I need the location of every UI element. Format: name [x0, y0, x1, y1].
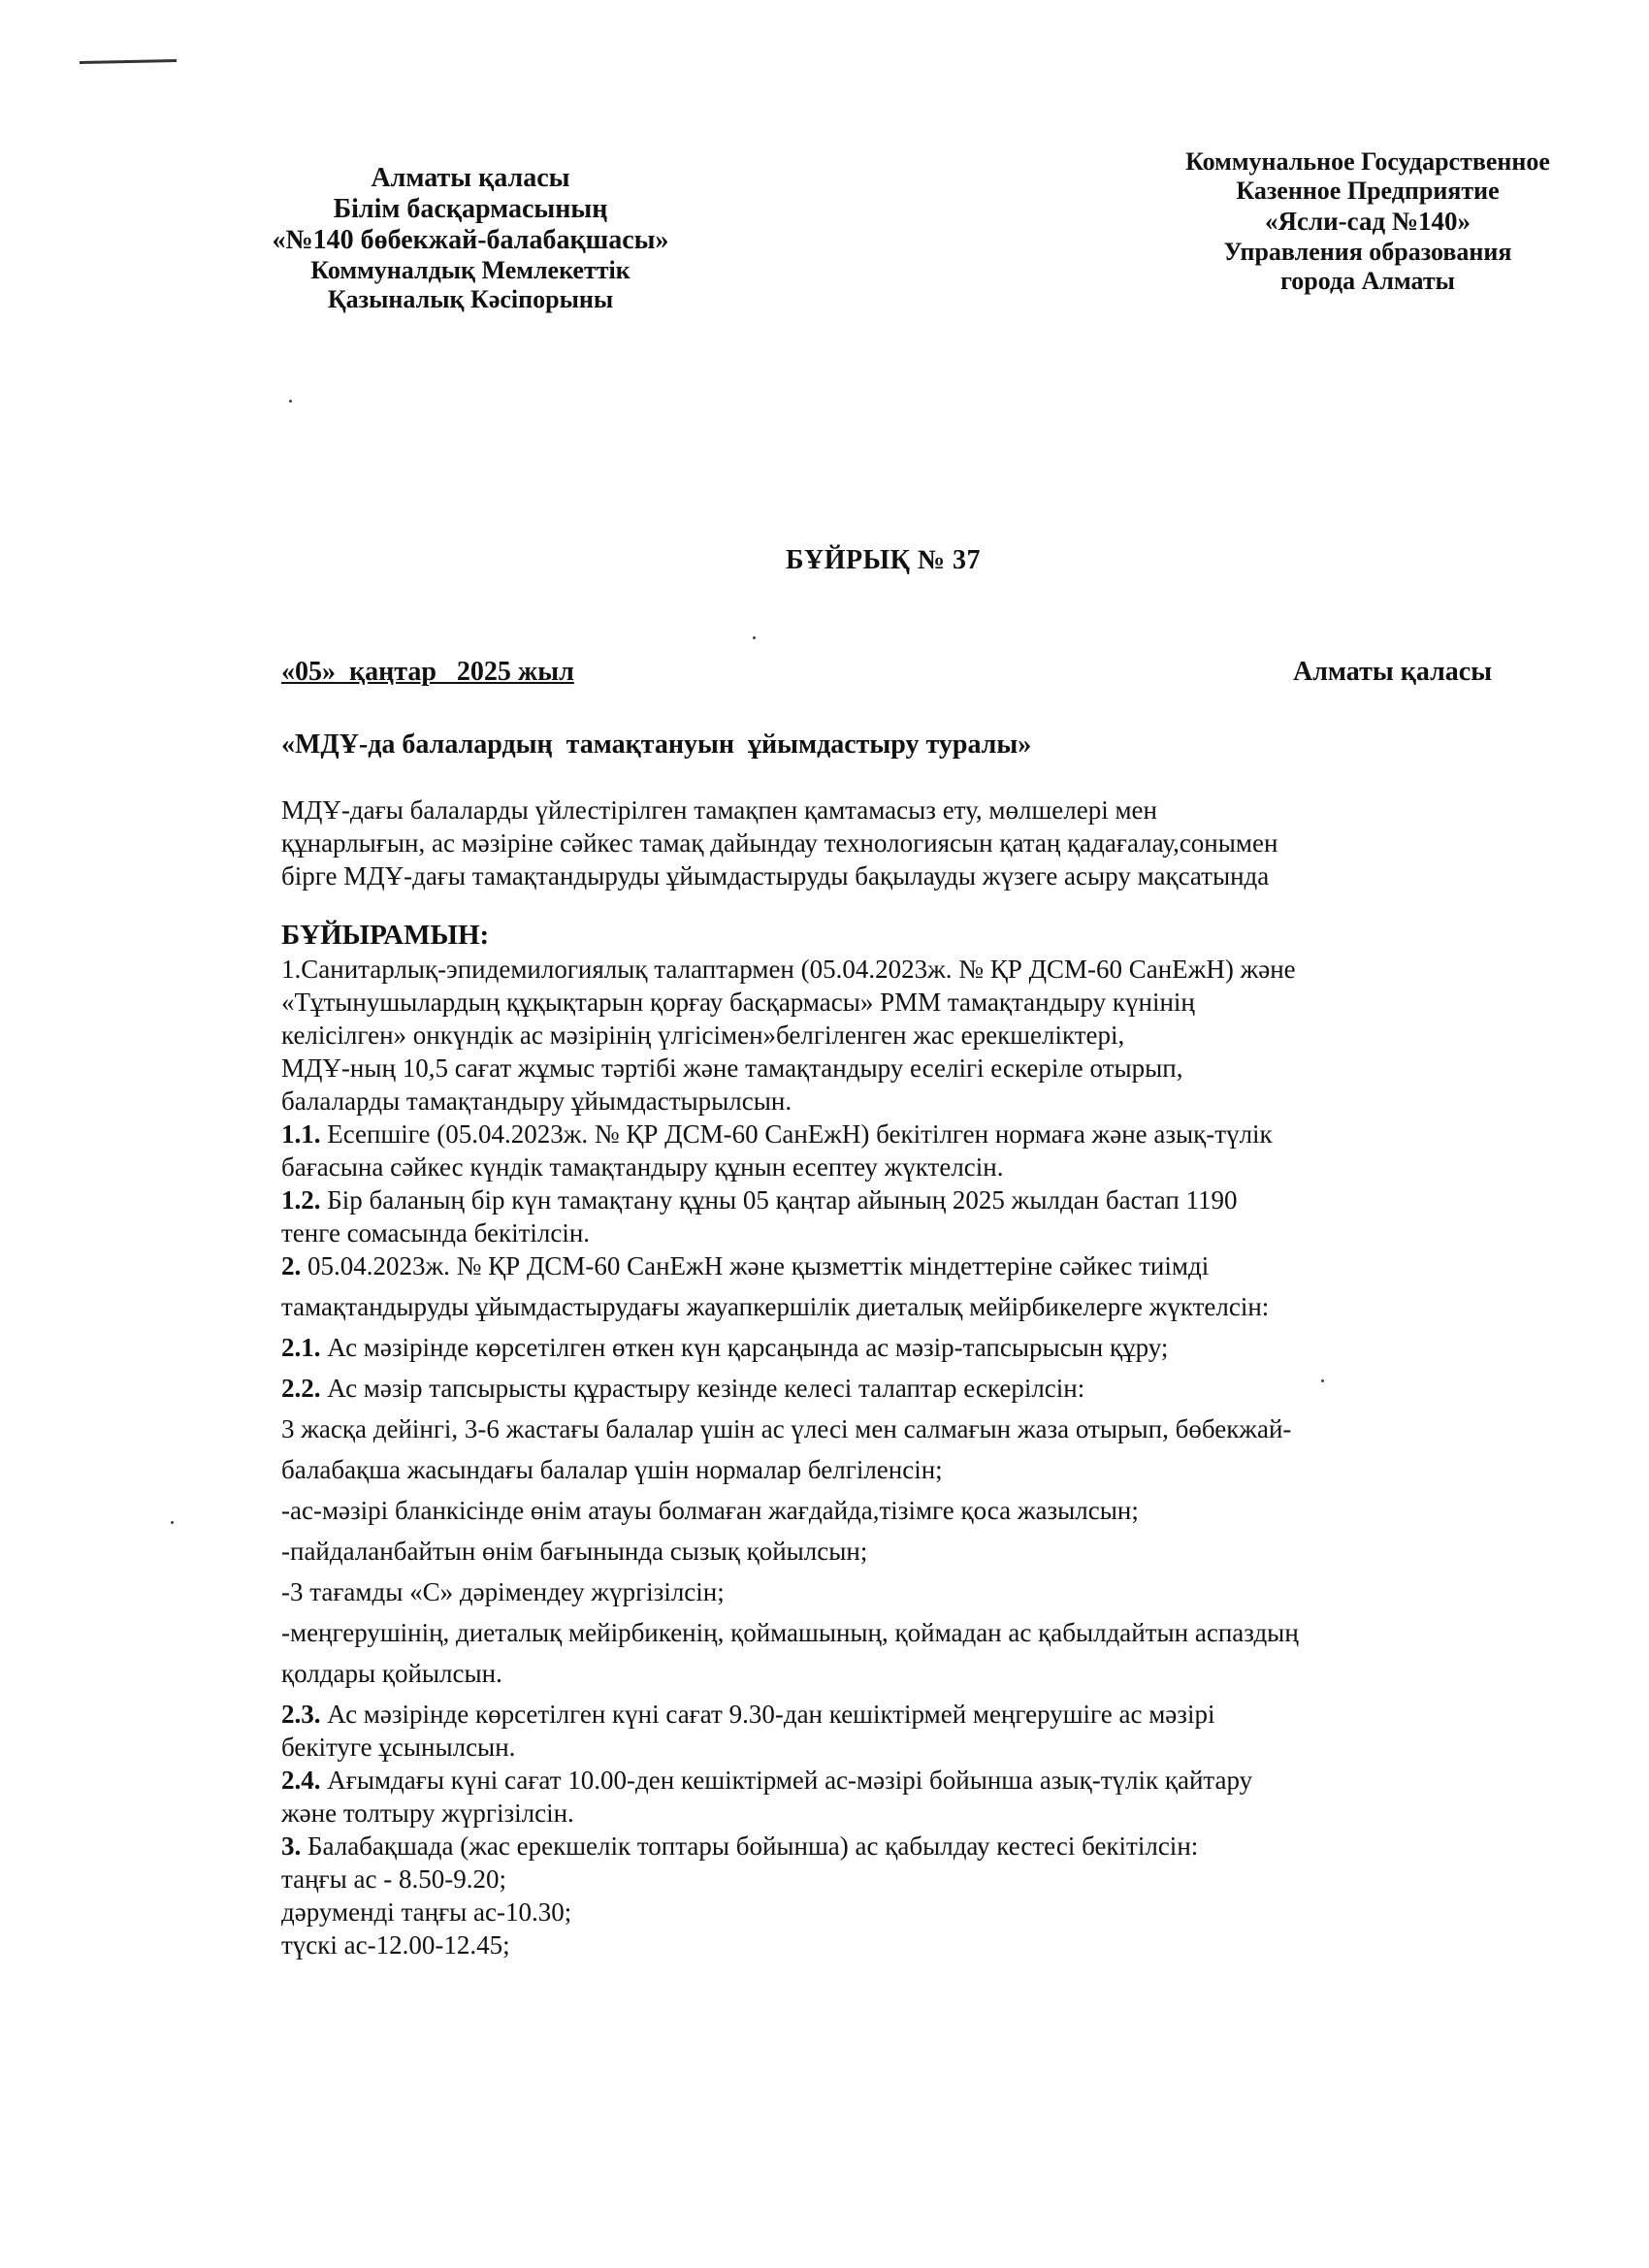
item-number: 2.1. [281, 1333, 321, 1362]
meal-schedule-item: дәруменді таңғы ас-10.30; [281, 1897, 572, 1927]
item-text: Бір баланың бір күн тамақтану құны 05 қаңтар айының 2025 жылдан бастап 1190 [320, 1185, 1238, 1215]
order-body [281, 794, 1552, 1961]
item1-line: 1.Санитарлық-эпидемилогиялық талаптармен (05.04.2023ж. № ҚР ДСМ-60 СанЕжН) және [281, 955, 1296, 984]
item-text: 05.04.2023ж. № ҚР ДСМ-60 СанЕжН және қызметтік міндеттеріне сәйкес тиімді [301, 1251, 1210, 1280]
item-number: 1.2. [281, 1185, 321, 1215]
item1-1-line: бағасына сәйкес күндік тамақтандыру құнын есептеу жүктелсін. [281, 1152, 1004, 1182]
preamble-line: құнарлығын, ас мәзіріне сәйкес тамақ дайындау технологиясын қатаң қадағалау,сонымен [281, 828, 1278, 858]
meal-schedule-item: түскі ас-12.00-12.45; [281, 1930, 510, 1960]
item1-line: МДҰ-ның 10,5 сағат жұмыс тәртібі және тамақтандыру еселігі ескеріле отырып, [281, 1053, 1183, 1083]
header-right [1116, 147, 1620, 296]
order-subject: «МДҰ-да балалардың тамақтануын ұйымдастыру туралы» [281, 729, 1032, 760]
item-number: 2.2. [281, 1374, 321, 1403]
item-number: 2.4. [281, 1766, 321, 1795]
header-left-line: Коммуналдық Мемлекеттік [310, 256, 630, 284]
item-text: Ас мәзірінде көрсетілген күні сағат 9.30-дан кешіктірмей меңгерушіге ас мәзірі [320, 1700, 1215, 1729]
item3-line [281, 1830, 1552, 1863]
preamble-line: МДҰ-дағы балаларды үйлестірілген тамақпен қамтамасыз ету, мөлшелері мен [281, 795, 1157, 825]
item2-2-line: -пайдаланбайтын өнім бағынында сызық қойылсын; [281, 1537, 868, 1566]
header-left-line: Алматы қаласы [371, 163, 570, 193]
item2-2-line: балабақша жасындағы балалар үшін нормалар белгіленсін; [281, 1455, 943, 1484]
item2-2-line: -ас-мәзірі бланкісінде өнім атауы болмаған жағдайда,тізімге қоса жазылсын; [281, 1496, 1139, 1525]
item-text: Есепшіге (05.04.2023ж. № ҚР ДСМ-60 СанЕжН) бекітілген нормаға және азық-түлік [320, 1119, 1273, 1149]
header-right-line: Коммунальное Государственное [1185, 147, 1550, 176]
item-number: 2. [281, 1251, 302, 1280]
order-date: «05» қаңтар 2025 жыл [281, 657, 574, 687]
item2-4-line: және толтыру жүргізілсін. [281, 1798, 574, 1828]
item-number: 2.3. [281, 1700, 321, 1729]
item2-2-line [281, 1372, 1552, 1405]
item2-line: тамақтандыруды ұйымдастырудағы жауапкершілік диеталық мейірбикелерге жүктелсін: [281, 1292, 1270, 1321]
item-number: 1.1. [281, 1119, 321, 1149]
header-right-line: Управления образования [1223, 238, 1512, 266]
header-right-line: города Алматы [1280, 267, 1455, 295]
header-right-line: Казенное Предприятие [1236, 177, 1500, 205]
item2-2-line: -меңгерушінің, диеталық мейірбикенің, қоймашының, қоймадан ас қабылдайтын аспаздың [281, 1618, 1299, 1647]
item1-line: балаларды тамақтандыру ұйымдастырылсын. [281, 1086, 792, 1116]
item1-line: «Тұтынушылардың құқықтарын қорғау басқармасы» РММ тамақтандыру күнінің [281, 988, 1195, 1017]
scan-artifact-dot [171, 1521, 174, 1524]
scan-artifact-dot [753, 636, 756, 639]
header-left-line: Білім басқармасының [333, 194, 608, 224]
item-text: Балабақшада (жас ерекшелік топтары бойынша) ас қабылдау кестесі бекітілсін: [301, 1831, 1199, 1861]
meal-schedule-item: таңғы ас - 8.50-9.20; [281, 1864, 506, 1894]
item-number: 3. [281, 1831, 302, 1861]
item2-2-line: -3 тағамды «С» дәрімендеу жүргізілсін; [281, 1577, 725, 1606]
item2-1-line [281, 1331, 1552, 1364]
scan-artifact-dot [289, 400, 292, 403]
preamble-line: бірге МДҰ-дағы тамақтандыруды ұйымдастыруды бақылауды жүзеге асыру мақсатында [281, 861, 1270, 891]
header-left [204, 163, 737, 314]
item2-4-line [281, 1764, 1552, 1797]
item-text: Ас мәзірінде көрсетілген өткен күн қарсаңында ас мәзір-тапсырысын құру; [320, 1333, 1169, 1362]
order-city: Алматы қаласы [1293, 657, 1493, 687]
header-left-line: «№140 бөбекжай-балабақшасы» [272, 225, 669, 255]
item-text: Ағымдағы күні сағат 10.00-ден кешіктірмей ас-мәзірі бойынша азық-түлік қайтару [320, 1766, 1253, 1795]
order-title: БҰЙРЫҚ № 37 [786, 545, 982, 575]
header-right-line: «Ясли-сад №140» [1264, 207, 1471, 236]
item1-1-line [281, 1118, 1552, 1150]
item2-2-line: 3 жасқа дейінгі, 3-6 жастағы балалар үшін ас үлесі мен салмағын жаза отырып, бөбекжай- [281, 1414, 1292, 1443]
scan-artifact-line [80, 59, 177, 64]
item1-2-line: тенге сомасында бекітілсін. [281, 1218, 591, 1247]
item2-line [281, 1249, 1552, 1282]
item2-2-line: қолдары қойылсын. [281, 1659, 502, 1688]
item2-3-line: бекітуге ұсынылсын. [281, 1733, 516, 1762]
item1-line: келісілген» онкүндік ас мәзірінің үлгісімен»белгіленген жас ерекшеліктері, [281, 1021, 1125, 1050]
item2-3-line [281, 1698, 1552, 1731]
item-text: Ас мәзір тапсырысты құрастыру кезінде келесі талаптар ескерілсін: [320, 1374, 1085, 1403]
order-heading: БҰЙЫРАМЫН: [281, 920, 490, 951]
item1-2-line [281, 1183, 1552, 1216]
header-left-line: Қазыналық Кәсіпорыны [327, 285, 614, 313]
